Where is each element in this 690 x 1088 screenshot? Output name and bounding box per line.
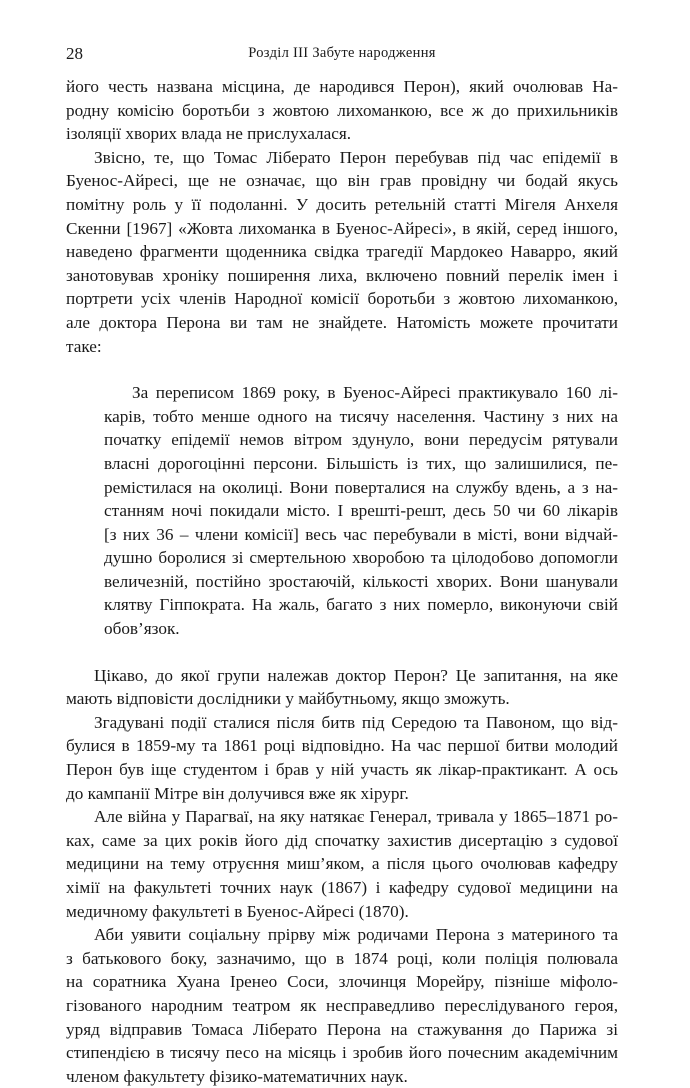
quote-line: За переписом 1869 року, в Буенос-Айресі практикувало 160 лі- <box>132 383 618 403</box>
paragraph-5 <box>66 805 618 923</box>
text-line: до кампанії Мітре він долучився вже як хірург. <box>66 783 409 803</box>
running-title: Розділ III Забуте народження <box>248 45 436 61</box>
quote-line: власні дорогоцінні персони. Більшість із тих, що залишилися, пе- <box>104 453 618 473</box>
text-line: Аби уявити соціальну прірву між родичами Перона з материного та <box>94 925 618 945</box>
text-line: Але війна у Парагваї, на яку натякає Генерал, тривала у 1865–1871 ро- <box>94 807 618 827</box>
block-quote <box>104 381 618 641</box>
text-line: занотовував хроніку поширення лиха, включено повний перелік імен і <box>66 265 618 285</box>
paragraph-4 <box>66 711 618 805</box>
text-line: членом факультету фізико-математичних наук. <box>66 1066 408 1086</box>
paragraph-2 <box>66 146 618 358</box>
text-line: таке: <box>66 336 102 356</box>
quote-line: станням ночі покидали місто. І врешті-решт, десь 50 чи 60 лікарів <box>104 501 618 521</box>
text-line: наведено фрагменти щоденника свідка трагедії Мардокео Наварро, який <box>66 242 618 262</box>
text-line: уряд відправив Томаса Ліберато Перона на стажування до Парижа зі <box>66 1019 618 1039</box>
text-line: Скенни [1967] «Жовта лихоманка в Буенос-Айресі», в якій, серед іншого, <box>66 218 618 238</box>
text-line: хімії на факультеті точних наук (1867) і кафедру судової медицини на <box>66 878 618 897</box>
paragraph-1 <box>66 75 618 146</box>
text-line: його честь названа місцина, де народився Перон), який очолював На- <box>66 77 618 96</box>
quote-line: клятву Гіппократа. На жаль, багато з них померло, виконуючи свій <box>104 595 618 615</box>
text-line: медицини на тему отруєння миш’яком, а після цього очолював кафедру <box>66 854 618 874</box>
text-line: родну комісію боротьби з жовтою лихоманкою, все ж до прихильників <box>66 100 618 120</box>
text-line: на соратника Хуана Іренео Соси, злочинця Морейру, пізніше міфоло- <box>66 972 618 992</box>
quote-line: величезній, постійно зростаючій, кількості хворих. Вони шанували <box>104 571 618 591</box>
quote-line: ремістилася на околиці. Вони поверталися на службу вдень, а з на- <box>104 477 618 497</box>
text-line: ізоляції хворих влада не прислухалася. <box>66 124 352 144</box>
quote-line: [з них 36 – члени комісії] весь час перебували в місті, вони відчай- <box>104 524 618 544</box>
quote-line: початку епідемії немов вітром здунуло, вони передусім рятували <box>104 430 618 450</box>
text-line: булися в 1859-му та 1861 році відповідно. На час першої битви молодий <box>66 736 618 756</box>
text-line: Буенос-Айресі, ще не означає, що він грав провідну чи бодай якусь <box>66 171 618 191</box>
paragraph-3 <box>66 664 618 711</box>
quote-line: душно боролися зі смертельною хворобою та цілодобово допомогли <box>104 548 618 568</box>
text-line: але доктора Перона ви там не знайдете. Натомість можете прочитати <box>66 312 618 332</box>
text-line: з батькового боку, зазначимо, що в 1874 році, коли поліція полювала <box>66 948 618 968</box>
text-line: ках, саме за цих років його дід спочатку захистив дисертацію з судової <box>66 830 618 850</box>
text-line: гізованого народним театром як несправедливо переслідуваного героя, <box>66 995 618 1015</box>
text-line: помітну роль у її подоланні. У досить ретельній статті Мігеля Анхеля <box>66 194 618 214</box>
quote-line: обов’язок. <box>104 619 180 639</box>
text-line: Звісно, те, що Томас Ліберато Перон перебував під час епідемії в <box>94 147 618 167</box>
text-line: Цікаво, до якої групи належав доктор Перон? Це запитання, на яке <box>94 665 618 685</box>
page-body <box>66 75 618 1088</box>
quote-line: карів, тобто менше одного на тисячу населення. Частину з них на <box>104 406 618 426</box>
text-line: Перон був іще студентом і брав у ній участь як лікар-практикант. А ось <box>66 760 618 780</box>
text-line: медичному факультеті в Буенос-Айресі (1870). <box>66 901 409 921</box>
text-line: портрети усіх членів Народної комісії боротьби з жовтою лихоманкою, <box>66 289 618 309</box>
text-line: стипендією в тисячу песо на місяць і зробив його почесним академічним <box>66 1043 618 1063</box>
page-header <box>66 44 618 68</box>
text-line: мають відповісти дослідники у майбутньому, якщо зможуть. <box>66 689 510 709</box>
paragraph-6 <box>66 923 618 1088</box>
text-line: Згадувані події сталися після битв під Сеpедою та Павоном, що від- <box>94 712 618 732</box>
page-number: 28 <box>66 44 83 63</box>
